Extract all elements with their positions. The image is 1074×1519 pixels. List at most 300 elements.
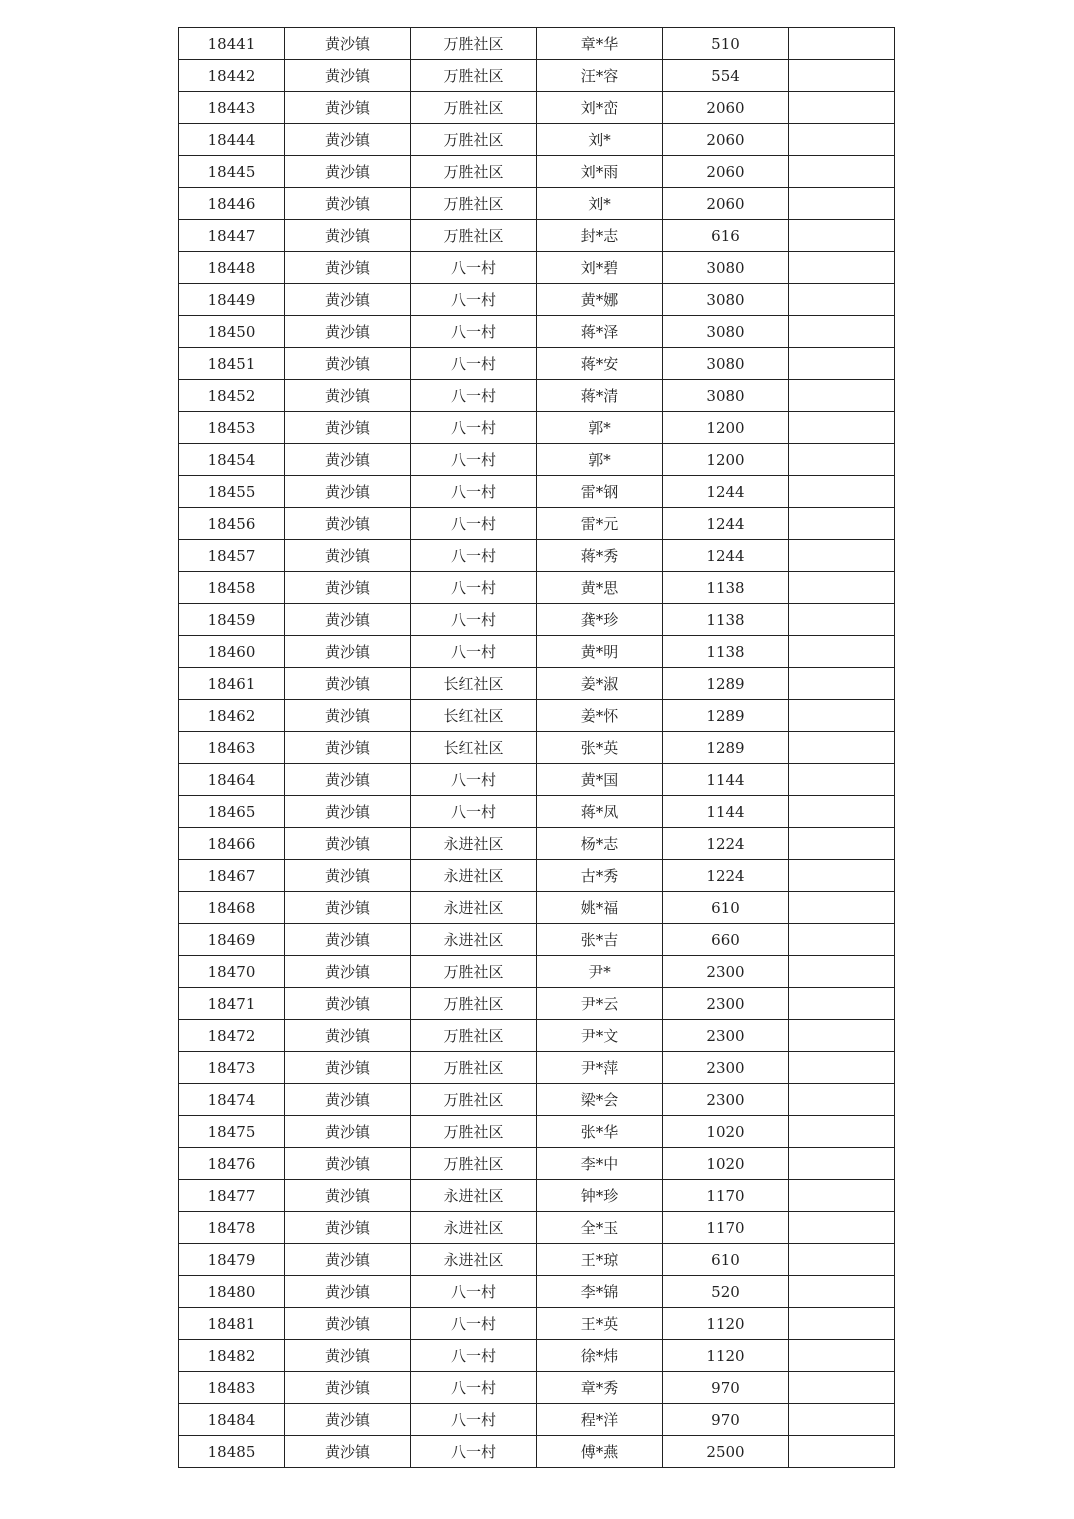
table-row xyxy=(179,796,895,828)
name-cell: 刘*雨 xyxy=(537,156,663,188)
serial-number-cell: 18481 xyxy=(179,1308,285,1340)
amount-cell: 1244 xyxy=(663,540,789,572)
village-cell: 八一村 xyxy=(411,1308,537,1340)
name-cell: 章*华 xyxy=(537,28,663,60)
village-cell: 八一村 xyxy=(411,1372,537,1404)
village-cell: 八一村 xyxy=(411,316,537,348)
town-cell: 黄沙镇 xyxy=(285,284,411,316)
amount-cell: 3080 xyxy=(663,348,789,380)
town-cell: 黄沙镇 xyxy=(285,348,411,380)
serial-number-cell: 18446 xyxy=(179,188,285,220)
remark-cell xyxy=(789,252,895,284)
remark-cell xyxy=(789,988,895,1020)
remark-cell xyxy=(789,956,895,988)
amount-cell: 1200 xyxy=(663,444,789,476)
village-cell: 万胜社区 xyxy=(411,28,537,60)
village-cell: 万胜社区 xyxy=(411,1052,537,1084)
remark-cell xyxy=(789,732,895,764)
village-cell: 八一村 xyxy=(411,412,537,444)
town-cell: 黄沙镇 xyxy=(285,1212,411,1244)
name-cell: 蒋*安 xyxy=(537,348,663,380)
name-cell: 黄*明 xyxy=(537,636,663,668)
table-row xyxy=(179,828,895,860)
town-cell: 黄沙镇 xyxy=(285,1308,411,1340)
village-cell: 八一村 xyxy=(411,540,537,572)
amount-cell: 2300 xyxy=(663,988,789,1020)
table-row xyxy=(179,284,895,316)
village-cell: 八一村 xyxy=(411,444,537,476)
serial-number-cell: 18445 xyxy=(179,156,285,188)
serial-number-cell: 18478 xyxy=(179,1212,285,1244)
amount-cell: 3080 xyxy=(663,284,789,316)
village-cell: 八一村 xyxy=(411,284,537,316)
name-cell: 徐*炜 xyxy=(537,1340,663,1372)
serial-number-cell: 18447 xyxy=(179,220,285,252)
village-cell: 八一村 xyxy=(411,1276,537,1308)
amount-cell: 1020 xyxy=(663,1116,789,1148)
table-row xyxy=(179,1052,895,1084)
serial-number-cell: 18454 xyxy=(179,444,285,476)
name-cell: 郭* xyxy=(537,412,663,444)
town-cell: 黄沙镇 xyxy=(285,636,411,668)
village-cell: 万胜社区 xyxy=(411,1020,537,1052)
table-row xyxy=(179,732,895,764)
village-cell: 八一村 xyxy=(411,604,537,636)
name-cell: 姚*福 xyxy=(537,892,663,924)
amount-cell: 1170 xyxy=(663,1212,789,1244)
town-cell: 黄沙镇 xyxy=(285,1244,411,1276)
amount-cell: 616 xyxy=(663,220,789,252)
serial-number-cell: 18453 xyxy=(179,412,285,444)
amount-cell: 1244 xyxy=(663,508,789,540)
serial-number-cell: 18456 xyxy=(179,508,285,540)
table-row xyxy=(179,1436,895,1468)
serial-number-cell: 18472 xyxy=(179,1020,285,1052)
name-cell: 汪*容 xyxy=(537,60,663,92)
town-cell: 黄沙镇 xyxy=(285,1084,411,1116)
name-cell: 龚*珍 xyxy=(537,604,663,636)
serial-number-cell: 18455 xyxy=(179,476,285,508)
serial-number-cell: 18483 xyxy=(179,1372,285,1404)
town-cell: 黄沙镇 xyxy=(285,956,411,988)
serial-number-cell: 18480 xyxy=(179,1276,285,1308)
table-row xyxy=(179,956,895,988)
remark-cell xyxy=(789,444,895,476)
table-row xyxy=(179,28,895,60)
village-cell: 八一村 xyxy=(411,796,537,828)
table-row xyxy=(179,988,895,1020)
remark-cell xyxy=(789,28,895,60)
remark-cell xyxy=(789,60,895,92)
village-cell: 永进社区 xyxy=(411,828,537,860)
town-cell: 黄沙镇 xyxy=(285,156,411,188)
name-cell: 刘*峦 xyxy=(537,92,663,124)
town-cell: 黄沙镇 xyxy=(285,1180,411,1212)
town-cell: 黄沙镇 xyxy=(285,28,411,60)
serial-number-cell: 18466 xyxy=(179,828,285,860)
name-cell: 蒋*清 xyxy=(537,380,663,412)
town-cell: 黄沙镇 xyxy=(285,1276,411,1308)
serial-number-cell: 18479 xyxy=(179,1244,285,1276)
village-cell: 万胜社区 xyxy=(411,1148,537,1180)
serial-number-cell: 18462 xyxy=(179,700,285,732)
village-cell: 八一村 xyxy=(411,1436,537,1468)
name-cell: 李*中 xyxy=(537,1148,663,1180)
village-cell: 八一村 xyxy=(411,380,537,412)
town-cell: 黄沙镇 xyxy=(285,924,411,956)
serial-number-cell: 18470 xyxy=(179,956,285,988)
amount-cell: 2300 xyxy=(663,1052,789,1084)
village-cell: 万胜社区 xyxy=(411,988,537,1020)
remark-cell xyxy=(789,92,895,124)
name-cell: 梁*会 xyxy=(537,1084,663,1116)
remark-cell xyxy=(789,380,895,412)
town-cell: 黄沙镇 xyxy=(285,1436,411,1468)
serial-number-cell: 18441 xyxy=(179,28,285,60)
amount-cell: 2060 xyxy=(663,92,789,124)
remark-cell xyxy=(789,1244,895,1276)
remark-cell xyxy=(789,924,895,956)
village-cell: 万胜社区 xyxy=(411,220,537,252)
amount-cell: 3080 xyxy=(663,316,789,348)
remark-cell xyxy=(789,636,895,668)
serial-number-cell: 18477 xyxy=(179,1180,285,1212)
town-cell: 黄沙镇 xyxy=(285,604,411,636)
table-row xyxy=(179,860,895,892)
table-row xyxy=(179,380,895,412)
town-cell: 黄沙镇 xyxy=(285,892,411,924)
remark-cell xyxy=(789,1340,895,1372)
amount-cell: 1289 xyxy=(663,700,789,732)
town-cell: 黄沙镇 xyxy=(285,540,411,572)
amount-cell: 970 xyxy=(663,1404,789,1436)
table-row xyxy=(179,1180,895,1212)
amount-cell: 1289 xyxy=(663,668,789,700)
serial-number-cell: 18457 xyxy=(179,540,285,572)
town-cell: 黄沙镇 xyxy=(285,60,411,92)
table-row xyxy=(179,604,895,636)
name-cell: 蒋*秀 xyxy=(537,540,663,572)
name-cell: 刘* xyxy=(537,124,663,156)
name-cell: 尹*云 xyxy=(537,988,663,1020)
serial-number-cell: 18468 xyxy=(179,892,285,924)
village-cell: 八一村 xyxy=(411,572,537,604)
amount-cell: 1138 xyxy=(663,604,789,636)
serial-number-cell: 18464 xyxy=(179,764,285,796)
amount-cell: 1138 xyxy=(663,636,789,668)
amount-cell: 510 xyxy=(663,28,789,60)
serial-number-cell: 18460 xyxy=(179,636,285,668)
village-cell: 长红社区 xyxy=(411,700,537,732)
remark-cell xyxy=(789,508,895,540)
amount-cell: 2300 xyxy=(663,956,789,988)
remark-cell xyxy=(789,700,895,732)
remark-cell xyxy=(789,828,895,860)
table-row xyxy=(179,1404,895,1436)
town-cell: 黄沙镇 xyxy=(285,828,411,860)
town-cell: 黄沙镇 xyxy=(285,700,411,732)
table-row xyxy=(179,1340,895,1372)
name-cell: 程*洋 xyxy=(537,1404,663,1436)
table-row xyxy=(179,60,895,92)
town-cell: 黄沙镇 xyxy=(285,1020,411,1052)
amount-cell: 2500 xyxy=(663,1436,789,1468)
table-row xyxy=(179,508,895,540)
town-cell: 黄沙镇 xyxy=(285,668,411,700)
name-cell: 郭* xyxy=(537,444,663,476)
amount-cell: 2060 xyxy=(663,124,789,156)
table-row xyxy=(179,188,895,220)
amount-cell: 610 xyxy=(663,892,789,924)
name-cell: 尹* xyxy=(537,956,663,988)
village-cell: 八一村 xyxy=(411,252,537,284)
amount-cell: 610 xyxy=(663,1244,789,1276)
remark-cell xyxy=(789,1404,895,1436)
serial-number-cell: 18443 xyxy=(179,92,285,124)
table-row xyxy=(179,572,895,604)
town-cell: 黄沙镇 xyxy=(285,1148,411,1180)
village-cell: 八一村 xyxy=(411,1404,537,1436)
amount-cell: 2300 xyxy=(663,1020,789,1052)
serial-number-cell: 18471 xyxy=(179,988,285,1020)
amount-cell: 1120 xyxy=(663,1340,789,1372)
name-cell: 李*锦 xyxy=(537,1276,663,1308)
name-cell: 张*吉 xyxy=(537,924,663,956)
remark-cell xyxy=(789,1148,895,1180)
village-cell: 永进社区 xyxy=(411,924,537,956)
name-cell: 杨*志 xyxy=(537,828,663,860)
amount-cell: 1289 xyxy=(663,732,789,764)
name-cell: 全*玉 xyxy=(537,1212,663,1244)
name-cell: 尹*文 xyxy=(537,1020,663,1052)
town-cell: 黄沙镇 xyxy=(285,572,411,604)
town-cell: 黄沙镇 xyxy=(285,796,411,828)
village-cell: 八一村 xyxy=(411,636,537,668)
name-cell: 雷*钢 xyxy=(537,476,663,508)
table-row xyxy=(179,1372,895,1404)
name-cell: 刘*碧 xyxy=(537,252,663,284)
remark-cell xyxy=(789,412,895,444)
remark-cell xyxy=(789,1212,895,1244)
village-cell: 八一村 xyxy=(411,1340,537,1372)
village-cell: 万胜社区 xyxy=(411,956,537,988)
amount-cell: 3080 xyxy=(663,380,789,412)
amount-cell: 1224 xyxy=(663,828,789,860)
village-cell: 长红社区 xyxy=(411,668,537,700)
table-row xyxy=(179,540,895,572)
town-cell: 黄沙镇 xyxy=(285,764,411,796)
name-cell: 黄*思 xyxy=(537,572,663,604)
remark-cell xyxy=(789,604,895,636)
name-cell: 蒋*泽 xyxy=(537,316,663,348)
town-cell: 黄沙镇 xyxy=(285,1116,411,1148)
remark-cell xyxy=(789,188,895,220)
remark-cell xyxy=(789,316,895,348)
table-row xyxy=(179,892,895,924)
name-cell: 雷*元 xyxy=(537,508,663,540)
village-cell: 万胜社区 xyxy=(411,92,537,124)
town-cell: 黄沙镇 xyxy=(285,1372,411,1404)
town-cell: 黄沙镇 xyxy=(285,92,411,124)
serial-number-cell: 18459 xyxy=(179,604,285,636)
remark-cell xyxy=(789,476,895,508)
table-row xyxy=(179,156,895,188)
name-cell: 尹*萍 xyxy=(537,1052,663,1084)
serial-number-cell: 18449 xyxy=(179,284,285,316)
amount-cell: 970 xyxy=(663,1372,789,1404)
amount-cell: 2060 xyxy=(663,188,789,220)
remark-cell xyxy=(789,284,895,316)
name-cell: 姜*淑 xyxy=(537,668,663,700)
town-cell: 黄沙镇 xyxy=(285,316,411,348)
serial-number-cell: 18461 xyxy=(179,668,285,700)
amount-cell: 1200 xyxy=(663,412,789,444)
village-cell: 长红社区 xyxy=(411,732,537,764)
amount-cell: 1020 xyxy=(663,1148,789,1180)
table-row xyxy=(179,1244,895,1276)
amount-cell: 554 xyxy=(663,60,789,92)
town-cell: 黄沙镇 xyxy=(285,220,411,252)
table-row xyxy=(179,1212,895,1244)
serial-number-cell: 18463 xyxy=(179,732,285,764)
village-cell: 万胜社区 xyxy=(411,188,537,220)
village-cell: 永进社区 xyxy=(411,1244,537,1276)
name-cell: 古*秀 xyxy=(537,860,663,892)
remark-cell xyxy=(789,892,895,924)
serial-number-cell: 18485 xyxy=(179,1436,285,1468)
village-cell: 永进社区 xyxy=(411,1180,537,1212)
remark-cell xyxy=(789,1020,895,1052)
amount-cell: 1144 xyxy=(663,796,789,828)
serial-number-cell: 18452 xyxy=(179,380,285,412)
serial-number-cell: 18467 xyxy=(179,860,285,892)
town-cell: 黄沙镇 xyxy=(285,188,411,220)
village-cell: 八一村 xyxy=(411,764,537,796)
town-cell: 黄沙镇 xyxy=(285,476,411,508)
table-row xyxy=(179,700,895,732)
serial-number-cell: 18465 xyxy=(179,796,285,828)
amount-cell: 1170 xyxy=(663,1180,789,1212)
remark-cell xyxy=(789,1180,895,1212)
serial-number-cell: 18458 xyxy=(179,572,285,604)
amount-cell: 1144 xyxy=(663,764,789,796)
remark-cell xyxy=(789,764,895,796)
village-cell: 万胜社区 xyxy=(411,156,537,188)
remark-cell xyxy=(789,1436,895,1468)
remark-cell xyxy=(789,348,895,380)
name-cell: 王*英 xyxy=(537,1308,663,1340)
remark-cell xyxy=(789,1276,895,1308)
town-cell: 黄沙镇 xyxy=(285,412,411,444)
town-cell: 黄沙镇 xyxy=(285,732,411,764)
amount-cell: 1138 xyxy=(663,572,789,604)
remark-cell xyxy=(789,220,895,252)
town-cell: 黄沙镇 xyxy=(285,1052,411,1084)
remark-cell xyxy=(789,1084,895,1116)
table-row xyxy=(179,1308,895,1340)
village-cell: 八一村 xyxy=(411,348,537,380)
table-row xyxy=(179,220,895,252)
town-cell: 黄沙镇 xyxy=(285,252,411,284)
serial-number-cell: 18448 xyxy=(179,252,285,284)
village-cell: 永进社区 xyxy=(411,860,537,892)
town-cell: 黄沙镇 xyxy=(285,508,411,540)
village-cell: 永进社区 xyxy=(411,1212,537,1244)
table-row xyxy=(179,412,895,444)
amount-cell: 1224 xyxy=(663,860,789,892)
table-row xyxy=(179,476,895,508)
town-cell: 黄沙镇 xyxy=(285,1340,411,1372)
remark-cell xyxy=(789,124,895,156)
table-row xyxy=(179,316,895,348)
village-cell: 万胜社区 xyxy=(411,1116,537,1148)
village-cell: 永进社区 xyxy=(411,892,537,924)
table-row xyxy=(179,124,895,156)
name-cell: 钟*珍 xyxy=(537,1180,663,1212)
table-row xyxy=(179,1276,895,1308)
remark-cell xyxy=(789,860,895,892)
table-row xyxy=(179,252,895,284)
town-cell: 黄沙镇 xyxy=(285,860,411,892)
table-body xyxy=(179,28,895,1468)
name-cell: 章*秀 xyxy=(537,1372,663,1404)
serial-number-cell: 18444 xyxy=(179,124,285,156)
serial-number-cell: 18442 xyxy=(179,60,285,92)
name-cell: 姜*怀 xyxy=(537,700,663,732)
table-row xyxy=(179,1116,895,1148)
table-row xyxy=(179,1020,895,1052)
serial-number-cell: 18473 xyxy=(179,1052,285,1084)
amount-cell: 660 xyxy=(663,924,789,956)
serial-number-cell: 18469 xyxy=(179,924,285,956)
table-row xyxy=(179,764,895,796)
amount-cell: 3080 xyxy=(663,252,789,284)
serial-number-cell: 18475 xyxy=(179,1116,285,1148)
serial-number-cell: 18474 xyxy=(179,1084,285,1116)
village-cell: 八一村 xyxy=(411,508,537,540)
table-row xyxy=(179,636,895,668)
remark-cell xyxy=(789,156,895,188)
town-cell: 黄沙镇 xyxy=(285,988,411,1020)
table-row xyxy=(179,668,895,700)
town-cell: 黄沙镇 xyxy=(285,444,411,476)
serial-number-cell: 18450 xyxy=(179,316,285,348)
town-cell: 黄沙镇 xyxy=(285,380,411,412)
remark-cell xyxy=(789,668,895,700)
town-cell: 黄沙镇 xyxy=(285,124,411,156)
remark-cell xyxy=(789,1308,895,1340)
table-row xyxy=(179,924,895,956)
amount-cell: 1120 xyxy=(663,1308,789,1340)
name-cell: 张*英 xyxy=(537,732,663,764)
serial-number-cell: 18451 xyxy=(179,348,285,380)
name-cell: 张*华 xyxy=(537,1116,663,1148)
name-cell: 封*志 xyxy=(537,220,663,252)
table-row xyxy=(179,1084,895,1116)
serial-number-cell: 18476 xyxy=(179,1148,285,1180)
name-cell: 黄*国 xyxy=(537,764,663,796)
name-cell: 王*琼 xyxy=(537,1244,663,1276)
remark-cell xyxy=(789,1116,895,1148)
serial-number-cell: 18482 xyxy=(179,1340,285,1372)
table-row xyxy=(179,444,895,476)
data-table xyxy=(178,27,895,1468)
table-row xyxy=(179,92,895,124)
amount-cell: 2300 xyxy=(663,1084,789,1116)
name-cell: 黄*娜 xyxy=(537,284,663,316)
village-cell: 八一村 xyxy=(411,476,537,508)
table-row xyxy=(179,348,895,380)
